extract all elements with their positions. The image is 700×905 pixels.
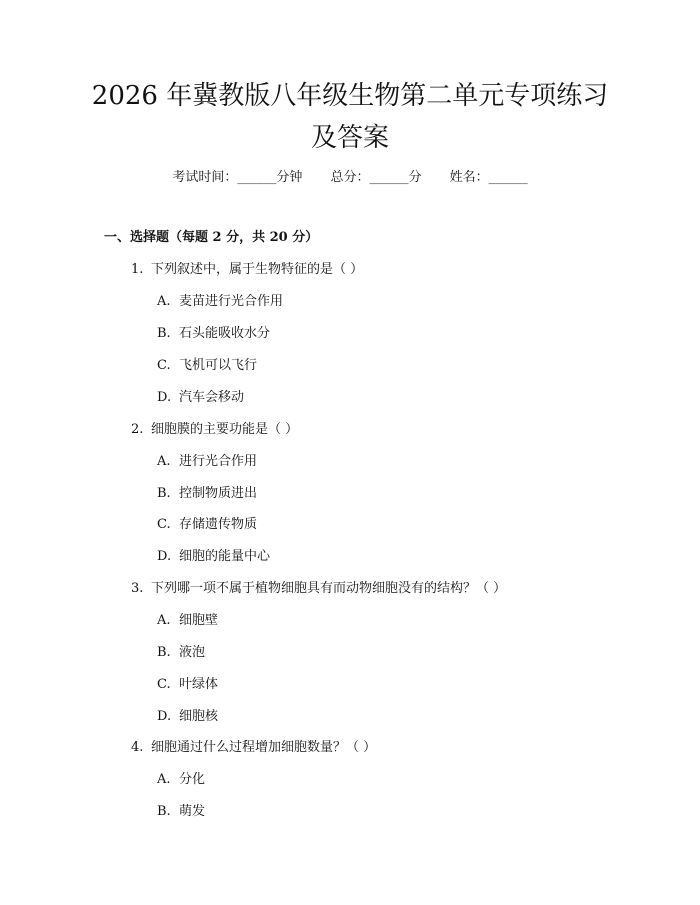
option-text: 细胞壁 xyxy=(179,613,219,628)
option-1d xyxy=(157,389,244,407)
option-text: 叶绿体 xyxy=(179,677,219,692)
option-text: 飞机可以飞行 xyxy=(179,358,258,373)
option-letter: D. xyxy=(157,390,172,405)
option-4a xyxy=(157,771,205,789)
option-text: 控制物质进出 xyxy=(179,486,258,501)
option-2b xyxy=(157,485,257,503)
option-text: 麦苗进行光合作用 xyxy=(179,294,284,309)
title-line-2: 及答案 xyxy=(310,123,389,153)
option-2a xyxy=(157,453,257,471)
option-letter: B. xyxy=(157,804,171,819)
option-2d xyxy=(157,548,270,566)
exam-time-field: 考试时间：______分钟 xyxy=(172,170,303,185)
option-letter: B. xyxy=(157,326,171,341)
option-text: 汽车会移动 xyxy=(179,390,245,405)
question-1 xyxy=(131,261,363,279)
option-letter: C. xyxy=(157,677,171,692)
question-text: 下列哪一项不属于植物细胞具有而动物细胞没有的结构？（ ） xyxy=(151,581,507,596)
option-3a xyxy=(157,612,218,630)
option-letter: C. xyxy=(157,358,171,373)
option-letter: A. xyxy=(157,613,171,628)
question-number: 4. xyxy=(131,740,144,755)
question-2 xyxy=(131,421,298,439)
option-letter: C. xyxy=(157,517,171,532)
option-text: 细胞核 xyxy=(179,709,219,724)
student-name-field: 姓名：______ xyxy=(449,170,528,185)
option-text: 萌发 xyxy=(179,804,206,819)
option-1a xyxy=(157,293,283,311)
option-3c xyxy=(157,676,218,694)
option-letter: D. xyxy=(157,549,172,564)
option-letter: A. xyxy=(157,454,171,469)
option-text: 进行光合作用 xyxy=(179,454,258,469)
option-text: 液泡 xyxy=(179,645,206,660)
exam-info-row xyxy=(0,169,700,187)
option-text: 分化 xyxy=(179,772,206,787)
question-number: 1. xyxy=(131,262,144,277)
option-3d xyxy=(157,708,218,726)
question-4 xyxy=(131,739,376,757)
title-line-1: 2026 年冀教版八年级生物第二单元专项练习 xyxy=(91,81,609,111)
question-number: 3. xyxy=(131,581,144,596)
option-text: 细胞的能量中心 xyxy=(179,549,271,564)
option-letter: D. xyxy=(157,709,172,724)
page-title xyxy=(80,78,620,156)
option-1c xyxy=(157,357,257,375)
option-letter: B. xyxy=(157,645,171,660)
option-letter: A. xyxy=(157,772,171,787)
option-letter: B. xyxy=(157,486,171,501)
question-text: 下列叙述中，属于生物特征的是（ ） xyxy=(151,262,364,277)
question-text: 细胞通过什么过程增加细胞数量？（ ） xyxy=(151,740,377,755)
question-text: 细胞膜的主要功能是（ ） xyxy=(151,422,299,437)
question-3 xyxy=(131,580,506,598)
question-number: 2. xyxy=(131,422,144,437)
option-text: 石头能吸收水分 xyxy=(179,326,271,341)
section-heading-choice: 一、选择题（每题 2 分，共 20 分） xyxy=(104,230,319,245)
option-letter: A. xyxy=(157,294,171,309)
option-2c xyxy=(157,516,257,534)
option-1b xyxy=(157,325,270,343)
option-3b xyxy=(157,644,205,662)
option-text: 存储遗传物质 xyxy=(179,517,258,532)
option-4b xyxy=(157,803,205,821)
total-score-field: 总分：______分 xyxy=(330,170,422,185)
